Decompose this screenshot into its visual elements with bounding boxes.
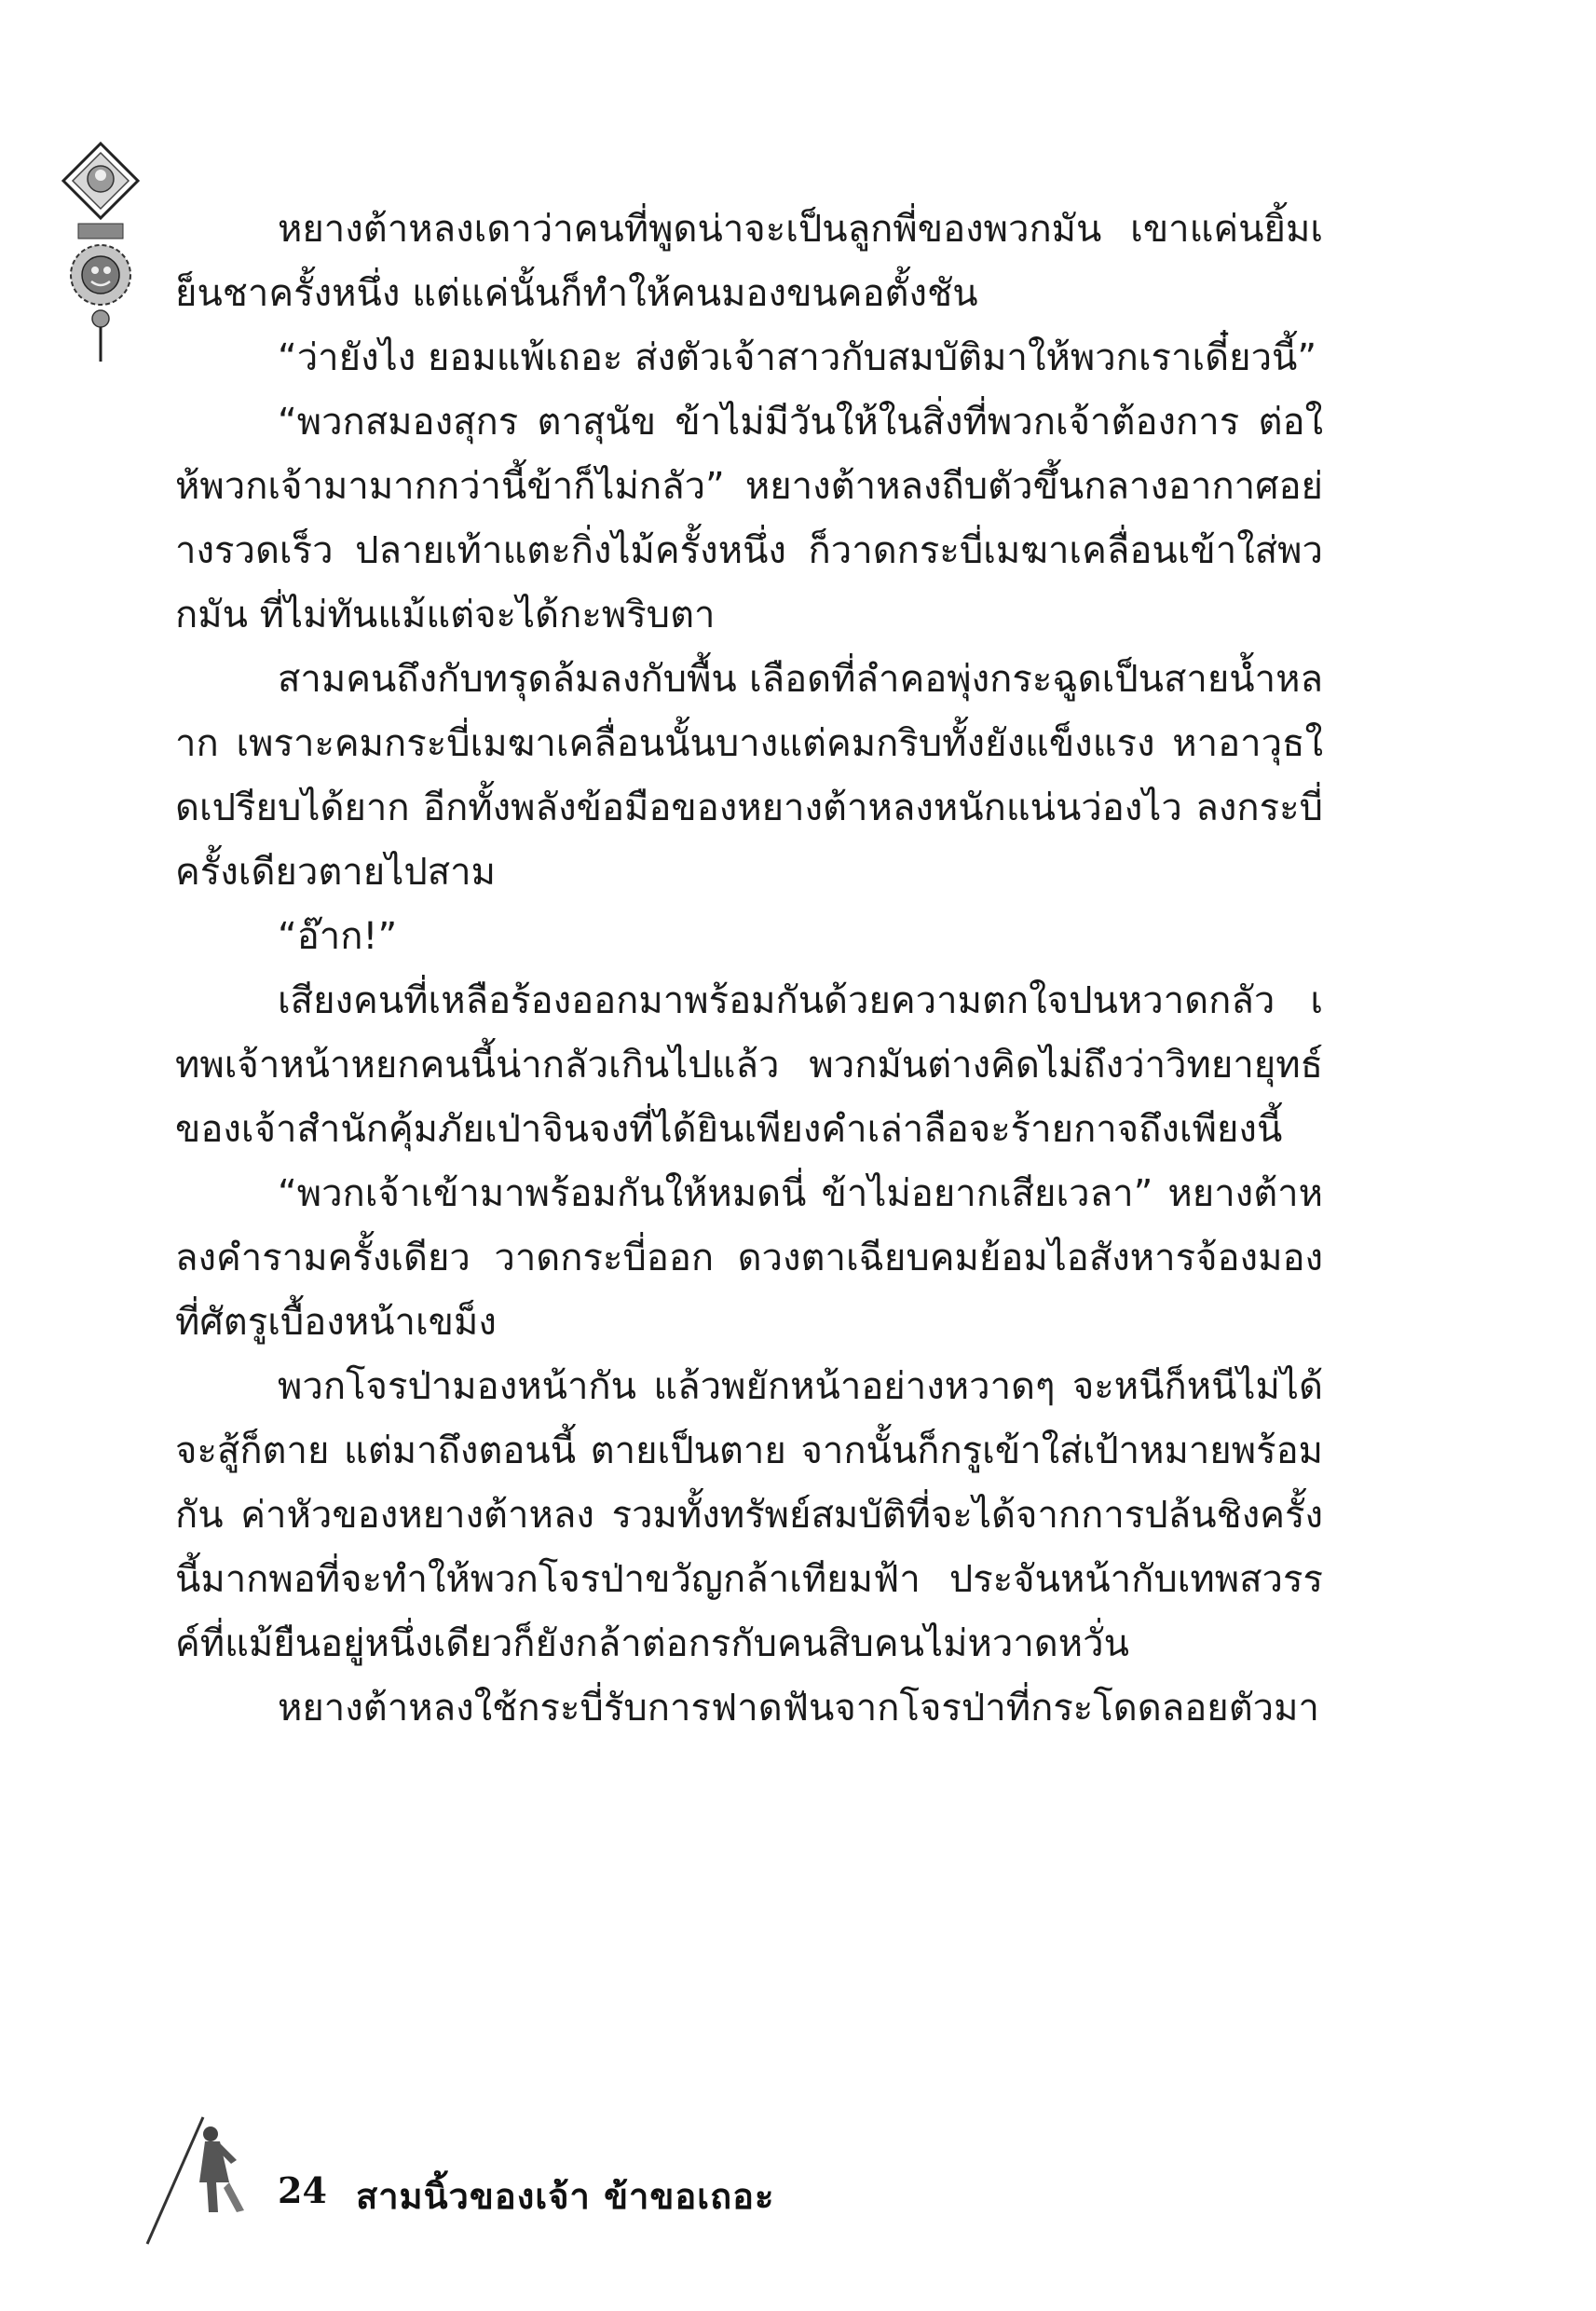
page-number: 24	[278, 2169, 327, 2211]
paragraph: “พวกเจ้าเข้ามาพร้อมกันให้หมดนี่ ข้าไม่อยากเสียเวลา” หยางต้าหลงคำรามครั้งเดียว วาดกระบี่ออก ดวงตาเฉียบคมย้อมไอสังหารจ้องมองที่ศัตรูเบื้องหน้าเขม็ง	[175, 1172, 1323, 1344]
paragraph: “พวกสมองสุกร ตาสุนัข ข้าไม่มีวันให้ในสิ่งที่พวกเจ้าต้องการ ต่อให้พวกเจ้ามามากกว่านี้ข้าก็ไม่กลัว” หยางต้าหลงถีบตัวขึ้นกลางอากาศอย่างรวดเร็ว ปลายเท้าแตะกิ่งไม้ครั้งหนึ่ง ก็วาดกระบี่เมฆาเคลื่อนเข้าใส่พวกมัน ที่ไม่ทันแม้แต่จะได้กะพริบตา	[175, 401, 1323, 636]
paragraph: หยางต้าหลงใช้กระบี่รับการฟาดฟันจากโจรป่าที่กระโดดลอยตัวมา	[278, 1687, 1319, 1730]
page-footer	[140, 2108, 1071, 2248]
paragraph: “อ๊าก!”	[278, 915, 398, 958]
paragraph: เสียงคนที่เหลือร้องออกมาพร้อมกันด้วยความตกใจปนหวาดกลัว เทพเจ้าหน้าหยกคนนี้น่ากลัวเกินไปแล้ว พวกมันต่างคิดไม่ถึงว่าวิทยายุทธ์ของเจ้าสำนักคุ้มภัยเป่าจินจงที่ได้ยินเพียงคำเล่าลือจะร้ายกาจถึงเพียงนี้	[175, 979, 1323, 1151]
swordsman-figure-icon	[140, 2108, 261, 2248]
paragraph: พวกโจรป่ามองหน้ากัน แล้วพยักหน้าอย่างหวาดๆ จะหนีก็หนีไม่ได้ จะสู้ก็ตาย แต่มาถึงตอนนี้ ตายเป็นตาย จากนั้นก็กรูเข้าใส่เป้าหมายพร้อมกัน ค่าหัวของหยางต้าหลง รวมทั้งทรัพย์สมบัติที่จะได้จากการปล้นชิงครั้งนี้มากพอที่จะทำให้พวกโจรป่าขวัญกล้าเทียมฟ้า ประจันหน้ากับเทพสวรรค์ที่แม้ยืนอยู่หนึ่งเดียวก็ยังกล้าต่อกรกับคนสิบคนไม่หวาดหวั่น	[175, 1365, 1323, 1665]
paragraph: สามคนถึงกับทรุดล้มลงกับพื้น เลือดที่ลำคอพุ่งกระฉูดเป็นสายน้ำหลาก เพราะคมกระบี่เมฆาเคลื่อนนั้นบางแต่คมกริบทั้งยังแข็งแรง หาอาวุธใดเปรียบได้ยาก อีกทั้งพลังข้อมือของหยางต้าหลงหนักแน่นว่องไว ลงกระบี่ครั้งเดียวตายไปสาม	[175, 658, 1323, 894]
body-text	[175, 198, 1323, 1741]
paragraph: “ว่ายังไง ยอมแพ้เถอะ ส่งตัวเจ้าสาวกับสมบัติมาให้พวกเราเดี๋ยวนี้”	[278, 336, 1317, 379]
publisher-emblem-icon	[58, 140, 143, 363]
book-title: สามนิ้วของเจ้า ข้าขอเถอะ	[356, 2176, 775, 2217]
paragraph: หยางต้าหลงเดาว่าคนที่พูดน่าจะเป็นลูกพี่ของพวกมัน เขาแค่นยิ้มเย็นชาครั้งหนึ่ง แต่แค่นั้นก็ทำให้คนมองขนคอตั้งชัน	[175, 208, 1323, 315]
